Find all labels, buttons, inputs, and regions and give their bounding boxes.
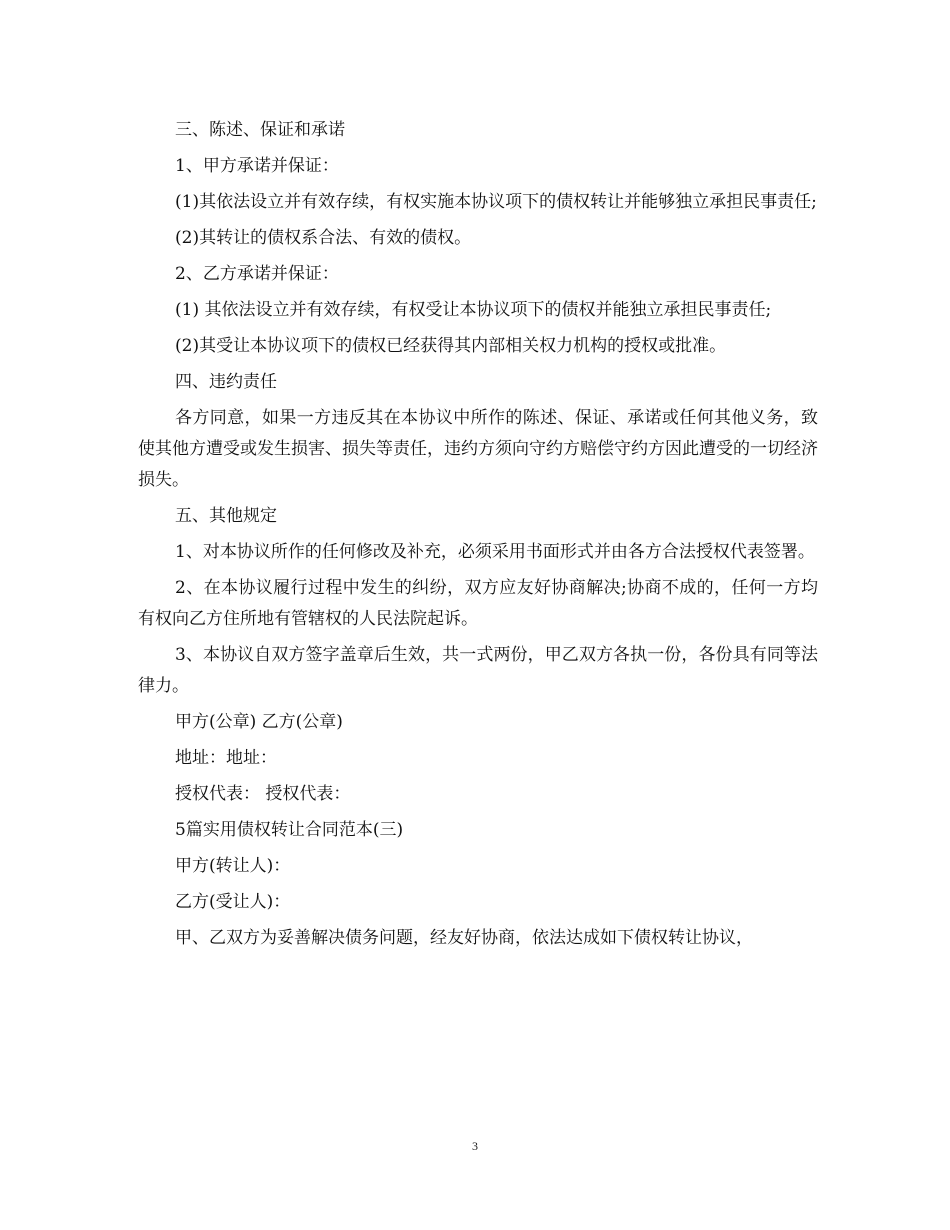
clause-party-b-item-2: (2)其受让本协议项下的债权已经获得其内部相关权力机构的授权或批准。 — [175, 336, 727, 356]
document-body — [138, 115, 818, 959]
signature-representative-line: 授权代表： 授权代表： — [175, 784, 351, 804]
section-heading-5: 五、其他规定 — [175, 506, 277, 526]
signature-address-line: 地址：地址： — [175, 748, 277, 768]
contract-preamble: 甲、乙双方为妥善解决债务问题，经友好协商，依法达成如下债权转让协议， — [175, 928, 753, 948]
section-heading-4: 四、违约责任 — [175, 372, 277, 392]
section-heading-3: 三、陈述、保证和承诺 — [175, 120, 345, 140]
other-clause-1: 1、对本协议所作的任何修改及补充，必须采用书面形式并由各方合法授权代表签署。 — [175, 542, 815, 562]
clause-party-a-item-1: (1)其依法设立并有效存续，有权实施本协议项下的债权转让并能够独立承担民事责任; — [175, 192, 817, 212]
party-b-transferee: 乙方(受让人)： — [175, 892, 291, 912]
clause-party-a-item-2: (2)其转让的债权系合法、有效的债权。 — [175, 228, 472, 248]
clause-party-a-heading: 1、甲方承诺并保证： — [175, 156, 339, 176]
clause-party-b-item-1: (1) 其依法设立并有效存续，有权受让本协议项下的债权并能独立承担民事责任; — [175, 300, 772, 320]
other-clause-3: 3、本协议自双方签字盖章后生效，共一式两份，甲乙双方各执一份，各份具有同等法律力。 — [138, 645, 818, 696]
breach-clause: 各方同意，如果一方违反其在本协议中所作的陈述、保证、承诺或任何其他义务，致使其他方遭受或发生损害、损失等责任，违约方须向守约方赔偿守约方因此遭受的一切经济损失。 — [138, 408, 818, 490]
clause-party-b-heading: 2、乙方承诺并保证： — [175, 264, 339, 284]
signature-seal-line: 甲方(公章) 乙方(公章) — [175, 712, 343, 732]
other-clause-2: 2、在本协议履行过程中发生的纠纷，双方应友好协商解决;协商不成的，任何一方均有权向乙方住所地有管辖权的人民法院起诉。 — [138, 578, 818, 629]
contract-template-title: 5篇实用债权转让合同范本(三) — [175, 820, 404, 840]
page-number: 3 — [472, 1139, 478, 1153]
party-a-transferor: 甲方(转让人)： — [175, 856, 291, 876]
